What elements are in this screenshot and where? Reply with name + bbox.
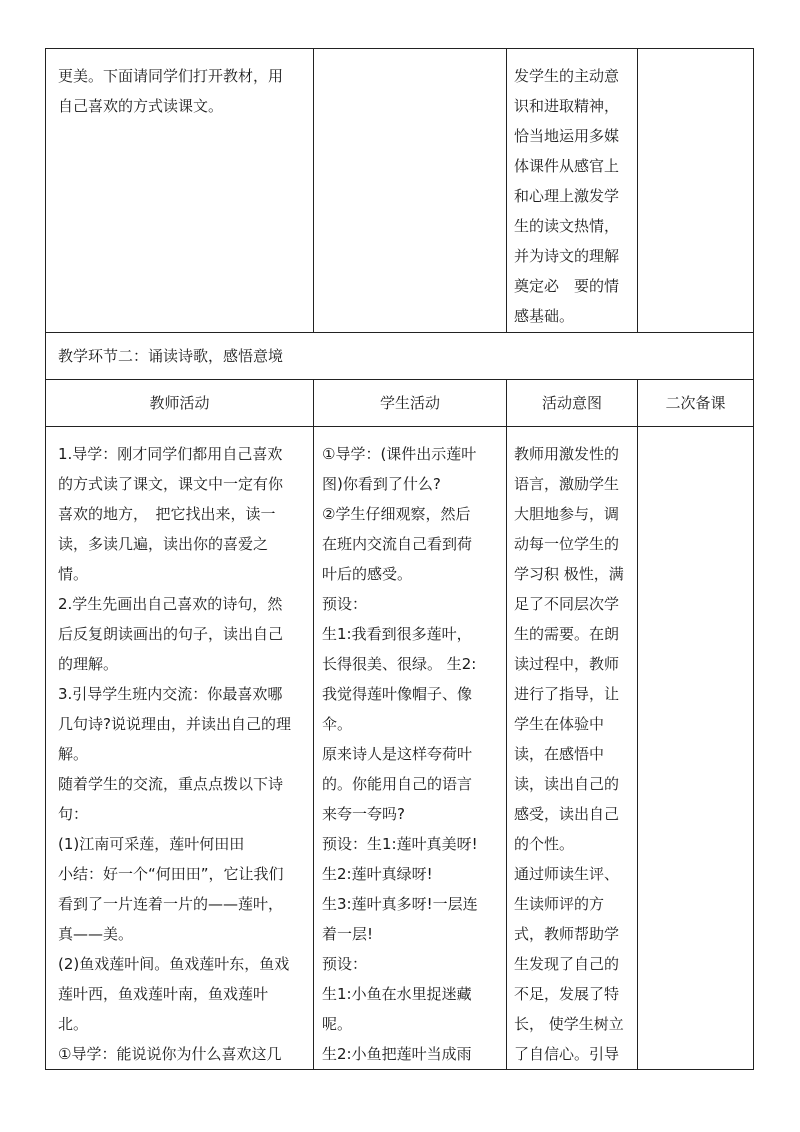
student-activity-cell (314, 49, 507, 333)
main-row (46, 427, 754, 1070)
activity-intent-text: 教师用激发性的 语言，激励学生 大胆地参与，调 动每一位学生的 学习积 极性，满 足了不同层次学 生的需要。在朗 读过程中，教师 进行了指导，让 学生在体验中 读，在感悟中 读，读出自己的 感受，读出自己 的个性。 通过师读生评、 生读师评的方 式，教师帮助学 生发现了自己的 不足，发展了特 长， 使学生树立 了自信心。引导 (514, 445, 624, 1063)
lesson-plan-table (45, 48, 754, 1070)
header-teacher-activity: 教师活动 (46, 380, 314, 427)
activity-intent-cell (507, 49, 638, 333)
teacher-activity-cell (46, 427, 314, 1070)
student-activity-cell (314, 427, 507, 1070)
teacher-activity-text: 更美。下面请同学们打开教材，用 自己喜欢的方式读课文。 (58, 67, 284, 115)
section-row (46, 333, 754, 380)
teacher-activity-text: 1.导学：刚才同学们都用自己喜欢 的方式读了课文，课文中一定有你 喜欢的地方， 把它找出来，读一 读，多读几遍，读出你的喜爱之 情。 2.学生先画出自己喜欢的诗句，然 后反复朗读画出的句子，读出自己 的理解。 3.引导学生班内交流：你最喜欢哪 几句诗?说说理由，并读出自己的理 解。 随着学生的交流，重点点拨以下诗 句： (1)江南可采莲，莲叶何田田 小结：好一个“何田田”，它让我们 看到了一片连着一片的——莲叶， 真——美。 (2)鱼戏莲叶间。鱼戏莲叶东，鱼戏 莲叶西，鱼戏莲叶南，鱼戏莲叶 北。 ①导学：能说说你为什么喜欢这几 (58, 445, 291, 1063)
header-second-prep: 二次备课 (638, 380, 754, 427)
teacher-activity-cell (46, 49, 314, 333)
section-title: 教学环节二：诵读诗歌，感悟意境 (58, 347, 284, 365)
second-prep-text (638, 427, 753, 439)
second-prep-text (638, 49, 753, 61)
second-prep-cell (638, 49, 754, 333)
header-activity-intent: 活动意图 (507, 380, 638, 427)
student-activity-text (314, 49, 506, 61)
header-student-activity: 学生活动 (314, 380, 507, 427)
second-prep-cell (638, 427, 754, 1070)
student-activity-text: ①导学：(课件出示莲叶 图)你看到了什么? ②学生仔细观察，然后 在班内交流自己看到荷 叶后的感受。 预设： 生1:我看到很多莲叶， 长得很美、很绿。 生2: 我觉得莲叶像帽子、像 伞。 原来诗人是这样夸荷叶 的。你能用自己的语言 来夸一夸吗? 预设：生1:莲叶真美呀! 生2:莲叶真绿呀! 生3:莲叶真多呀!一层连 着一层! 预设： 生1:小鱼在水里捉迷藏 呢。 生2:小鱼把莲叶当成雨 (322, 445, 478, 1063)
header-row (46, 380, 754, 427)
continued-row (46, 49, 754, 333)
activity-intent-cell (507, 427, 638, 1070)
activity-intent-text: 发学生的主动意 识和进取精神， 恰当地运用多媒 体课件从感官上 和心理上激发学 生的读文热情， 并为诗文的理解 奠定必 要的情 感基础。 (514, 67, 620, 325)
section-title-cell (46, 333, 754, 380)
